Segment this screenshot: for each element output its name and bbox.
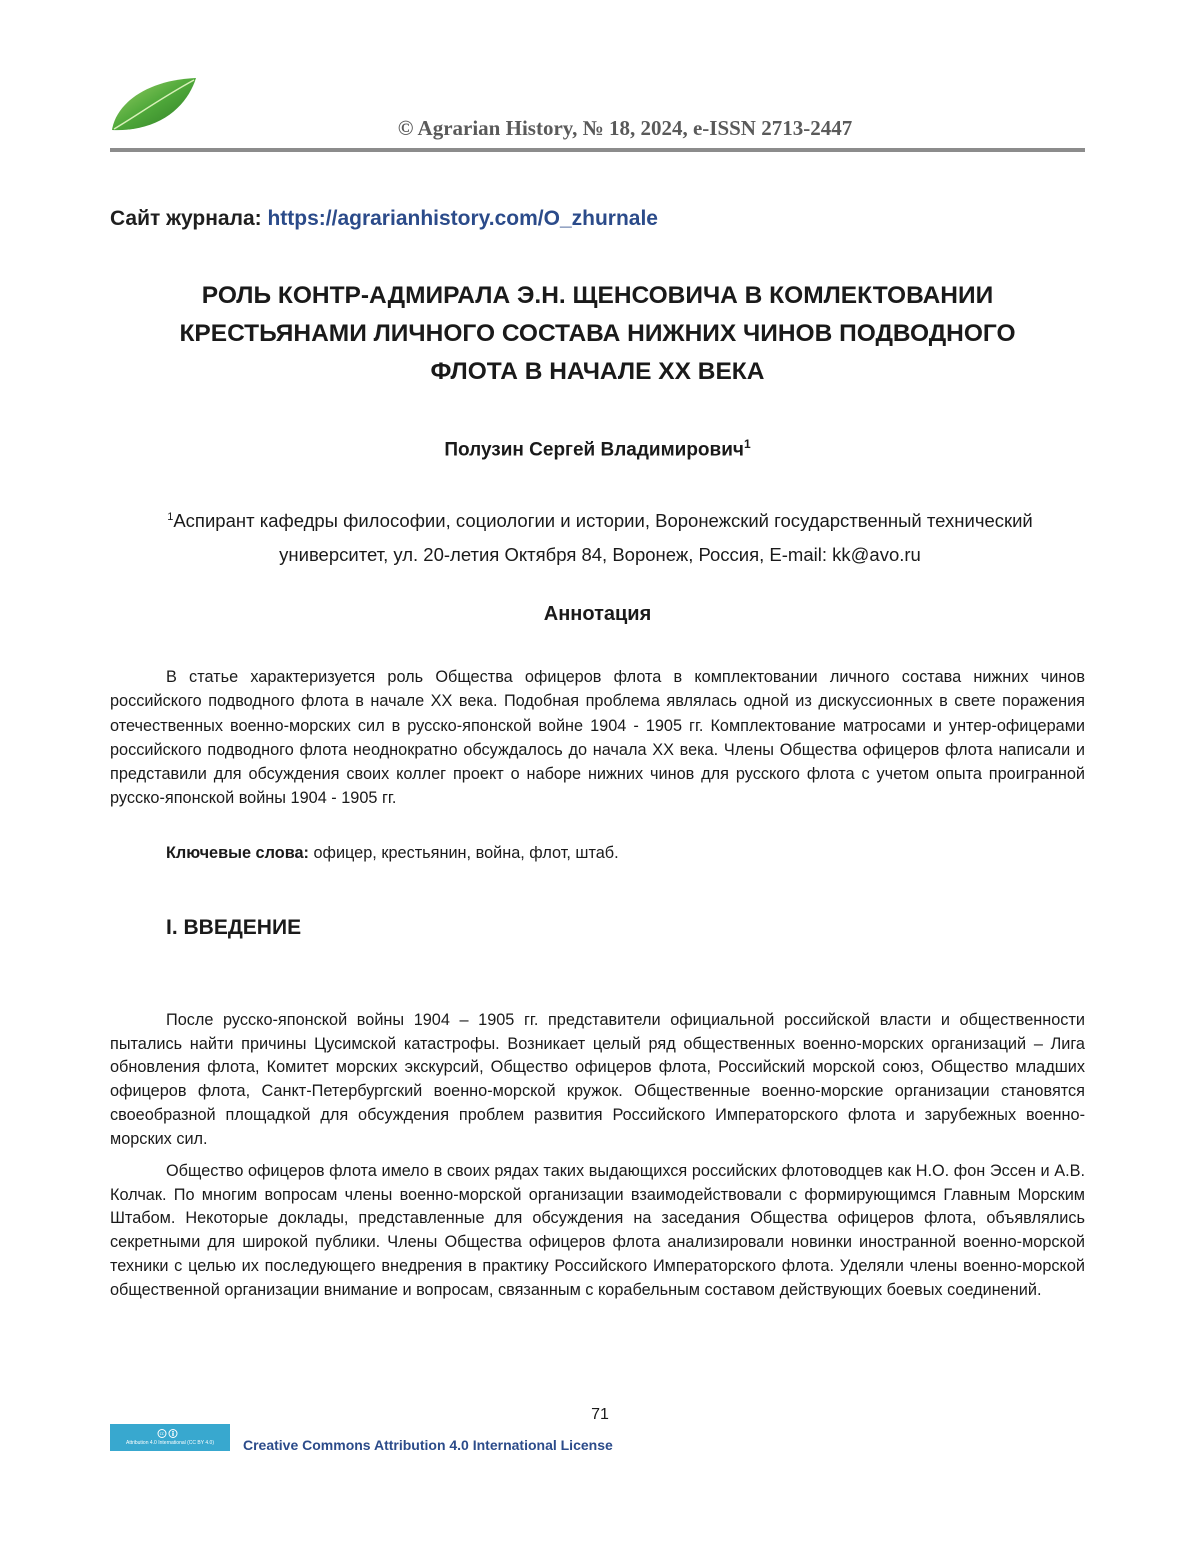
author-name (110, 437, 1085, 461)
journal-site-link[interactable]: https://agrarianhistory.com/O_zhurnale (267, 207, 658, 230)
journal-site-line (110, 207, 658, 231)
author-superscript: 1 (743, 437, 751, 451)
license-link[interactable]: Creative Commons Attribution 4.0 International License (243, 1437, 613, 1453)
keywords-list: офицер, крестьянин, война, флот, штаб. (313, 844, 619, 862)
page-number: 71 (591, 1406, 609, 1423)
cc-by-icon (157, 1429, 183, 1440)
journal-header: © Agrarian History, № 18, 2024, e-ISSN 2713-2447 (397, 116, 853, 140)
header-divider (110, 148, 1085, 152)
affiliation-text: Аспирант кафедры философии, социологии и истории, Воронежский государственный технический университет, ул. 20-летия Октября 84, Воронеж, Россия, E-mail: kk@avo.ru (173, 510, 1033, 566)
cc-license-badge[interactable] (110, 1424, 230, 1451)
body-paragraph: После русско-японской войны 1904 – 1905 гг. представители официальной российской власти и общественности пытались найти причины Цусимской катастрофы. Возникает целый ряд общественных военно-морских организаций – Лига обновления флота, Комитет морских экскурсий, Общество офицеров флота, Российский морской союз, Общество младших офицеров флота, Санкт-Петербургский военно-морской кружок. Общественные военно-морские организации становятся своеобразной площадкой для обсуждения проблем развития Российского Императорского флота и зарубежных военно-морских сил. (110, 1011, 1085, 1148)
body-paragraph: Общество офицеров флота имело в своих рядах таких выдающихся российских флотоводцев как Н.О. фон Эссен и А.В. Колчак. По многим вопросам члены военно-морской организации взаимодействовали с формирующимся Главным Морским Штабом. Некоторые доклады, представленные для обсуждения на заседания Общества офицеров флота, объявлялись секретными для широкой публики. Члены Общества офицеров флота анализировали новинки иностранной военно-морской техники с целью их последующего внедрения в практику Российского Императорского флота. Уделяли члены военно-морской общественной организации внимание и вопросам, связанным с корабельным составом действующих боевых соединений. (110, 1162, 1085, 1299)
author-affiliation (120, 500, 1080, 572)
badge-text: Attribution 4.0 International (CC BY 4.0) (125, 1440, 214, 1446)
title-line: РОЛЬ КОНТР-АДМИРАЛА Э.Н. ЩЕНСОВИЧА В КОМЛЕКТОВАНИИ (201, 282, 994, 309)
affiliation-superscript: 1 (167, 511, 174, 523)
keywords (166, 844, 619, 863)
svg-text:cc: cc (159, 1431, 165, 1437)
leaf-icon (106, 74, 200, 134)
abstract-text: В статье характеризуется роль Общества офицеров флота в комплектовании личного состава нижних чинов российского подводного флота в начале XX века. Подобная проблема являлась одной из дискуссионных в свете поражения отечественных военно-морских сил в русско-японской войне 1904 - 1905 гг. Комплектование матросами и унтер-офицерами российского подводного флота неоднократно обсуждалось до начала XX века. Члены Общества офицеров флота написали и представили для обсуждения своих коллег проект о наборе нижних чинов для русского флота с учетом опыта проигранной русско-японской войны 1904 - 1905 гг. (110, 668, 1085, 808)
keywords-label: Ключевые слова: (166, 844, 309, 862)
section-heading: I. ВВЕДЕНИЕ (166, 916, 302, 939)
article-title (110, 277, 1085, 391)
site-label: Сайт журнала: (110, 207, 262, 230)
title-line: ФЛОТА В НАЧАЛЕ XX ВЕКА (430, 358, 765, 385)
title-line: КРЕСТЬЯНАМИ ЛИЧНОГО СОСТАВА НИЖНИХ ЧИНОВ ПОДВОДНОГО (179, 320, 1016, 347)
abstract-heading: Аннотация (543, 603, 652, 625)
author-text: Полузин Сергей Владимирович (444, 439, 744, 461)
